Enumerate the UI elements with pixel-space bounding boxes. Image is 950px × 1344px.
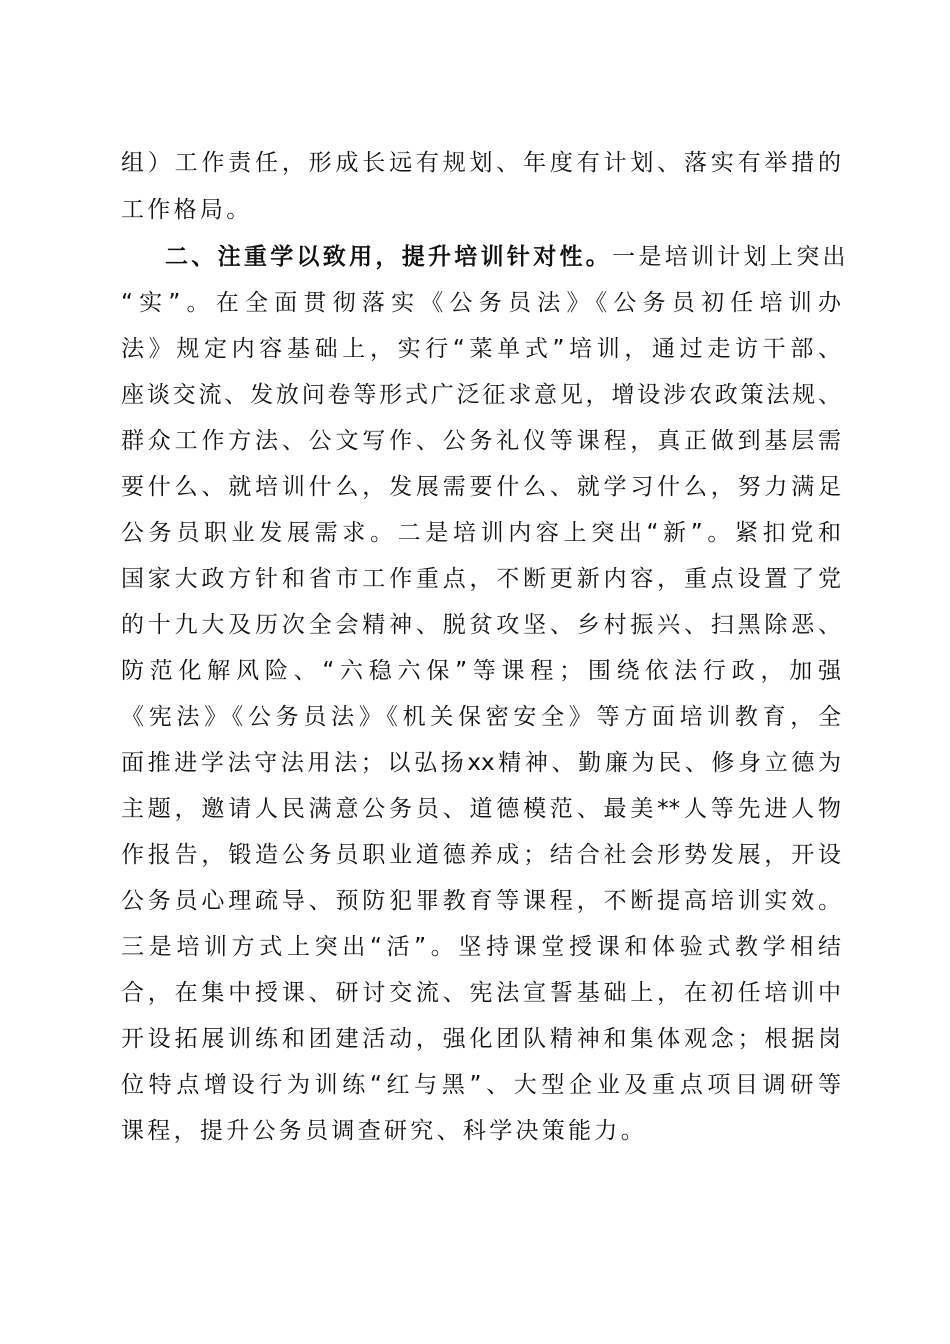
text-line: 《宪法》《公务员法》《机关保密安全》等方面培训教育，全 <box>121 704 841 730</box>
text-line: 工作格局。 <box>121 197 253 223</box>
text-line: 要什么、就培训什么，发展需要什么、就学习什么，努力满足 <box>121 474 841 500</box>
text-line: 群众工作方法、公文写作、公务礼仪等课程，真正做到基层需 <box>121 428 841 454</box>
section-heading: 二、注重学以致用，提升培训针对性。 <box>165 244 613 270</box>
text-line: 防范化解风险、“六稳六保”等课程；围绕依法行政，加强 <box>121 658 841 684</box>
text-line: 公务员职业发展需求。二是培训内容上突出“新”。紧扣党和 <box>121 520 841 546</box>
text-line: 的十九大及历次全会精神、脱贫攻坚、乡村振兴、扫黑除恶、 <box>121 612 841 638</box>
text-line: 合，在集中授课、研讨交流、宪法宣誓基础上，在初任培训中 <box>121 980 841 1006</box>
text-line: 法》规定内容基础上，实行“菜单式”培训，通过走访干部、 <box>121 336 841 362</box>
text-segment: 一是培训计划上突出 <box>612 244 849 270</box>
section-heading-line <box>165 240 849 274</box>
text-line: 三是培训方式上突出“活”。坚持课堂授课和体验式教学相结 <box>121 934 841 960</box>
text-line: 国家大政方针和省市工作重点，不断更新内容，重点设置了党 <box>121 566 841 592</box>
text-line: 公务员心理疏导、预防犯罪教育等课程，不断提高培训实效。 <box>121 888 841 914</box>
text-line: 位特点增设行为训练“红与黑”、大型企业及重点项目调研等 <box>121 1072 841 1098</box>
text-line: 主题，邀请人民满意公务员、道德模范、最美**人等先进人物 <box>121 796 841 822</box>
text-line: 开设拓展训练和团建活动，强化团队精神和集体观念；根据岗 <box>121 1026 841 1052</box>
text-line: 座谈交流、发放问卷等形式广泛征求意见，增设涉农政策法规、 <box>121 382 841 408</box>
text-line: 面推进学法守法用法；以弘扬xx精神、勤廉为民、修身立德为 <box>121 750 841 776</box>
text-line: 作报告，锻造公务员职业道德养成；结合社会形势发展，开设 <box>121 842 841 868</box>
text-line: 组）工作责任，形成长远有规划、年度有计划、落实有举措的 <box>121 150 841 176</box>
text-line: 课程，提升公务员调查研究、科学决策能力。 <box>121 1118 647 1144</box>
text-line: “实”。在全面贯彻落实《公务员法》《公务员初任培训办 <box>121 290 841 316</box>
